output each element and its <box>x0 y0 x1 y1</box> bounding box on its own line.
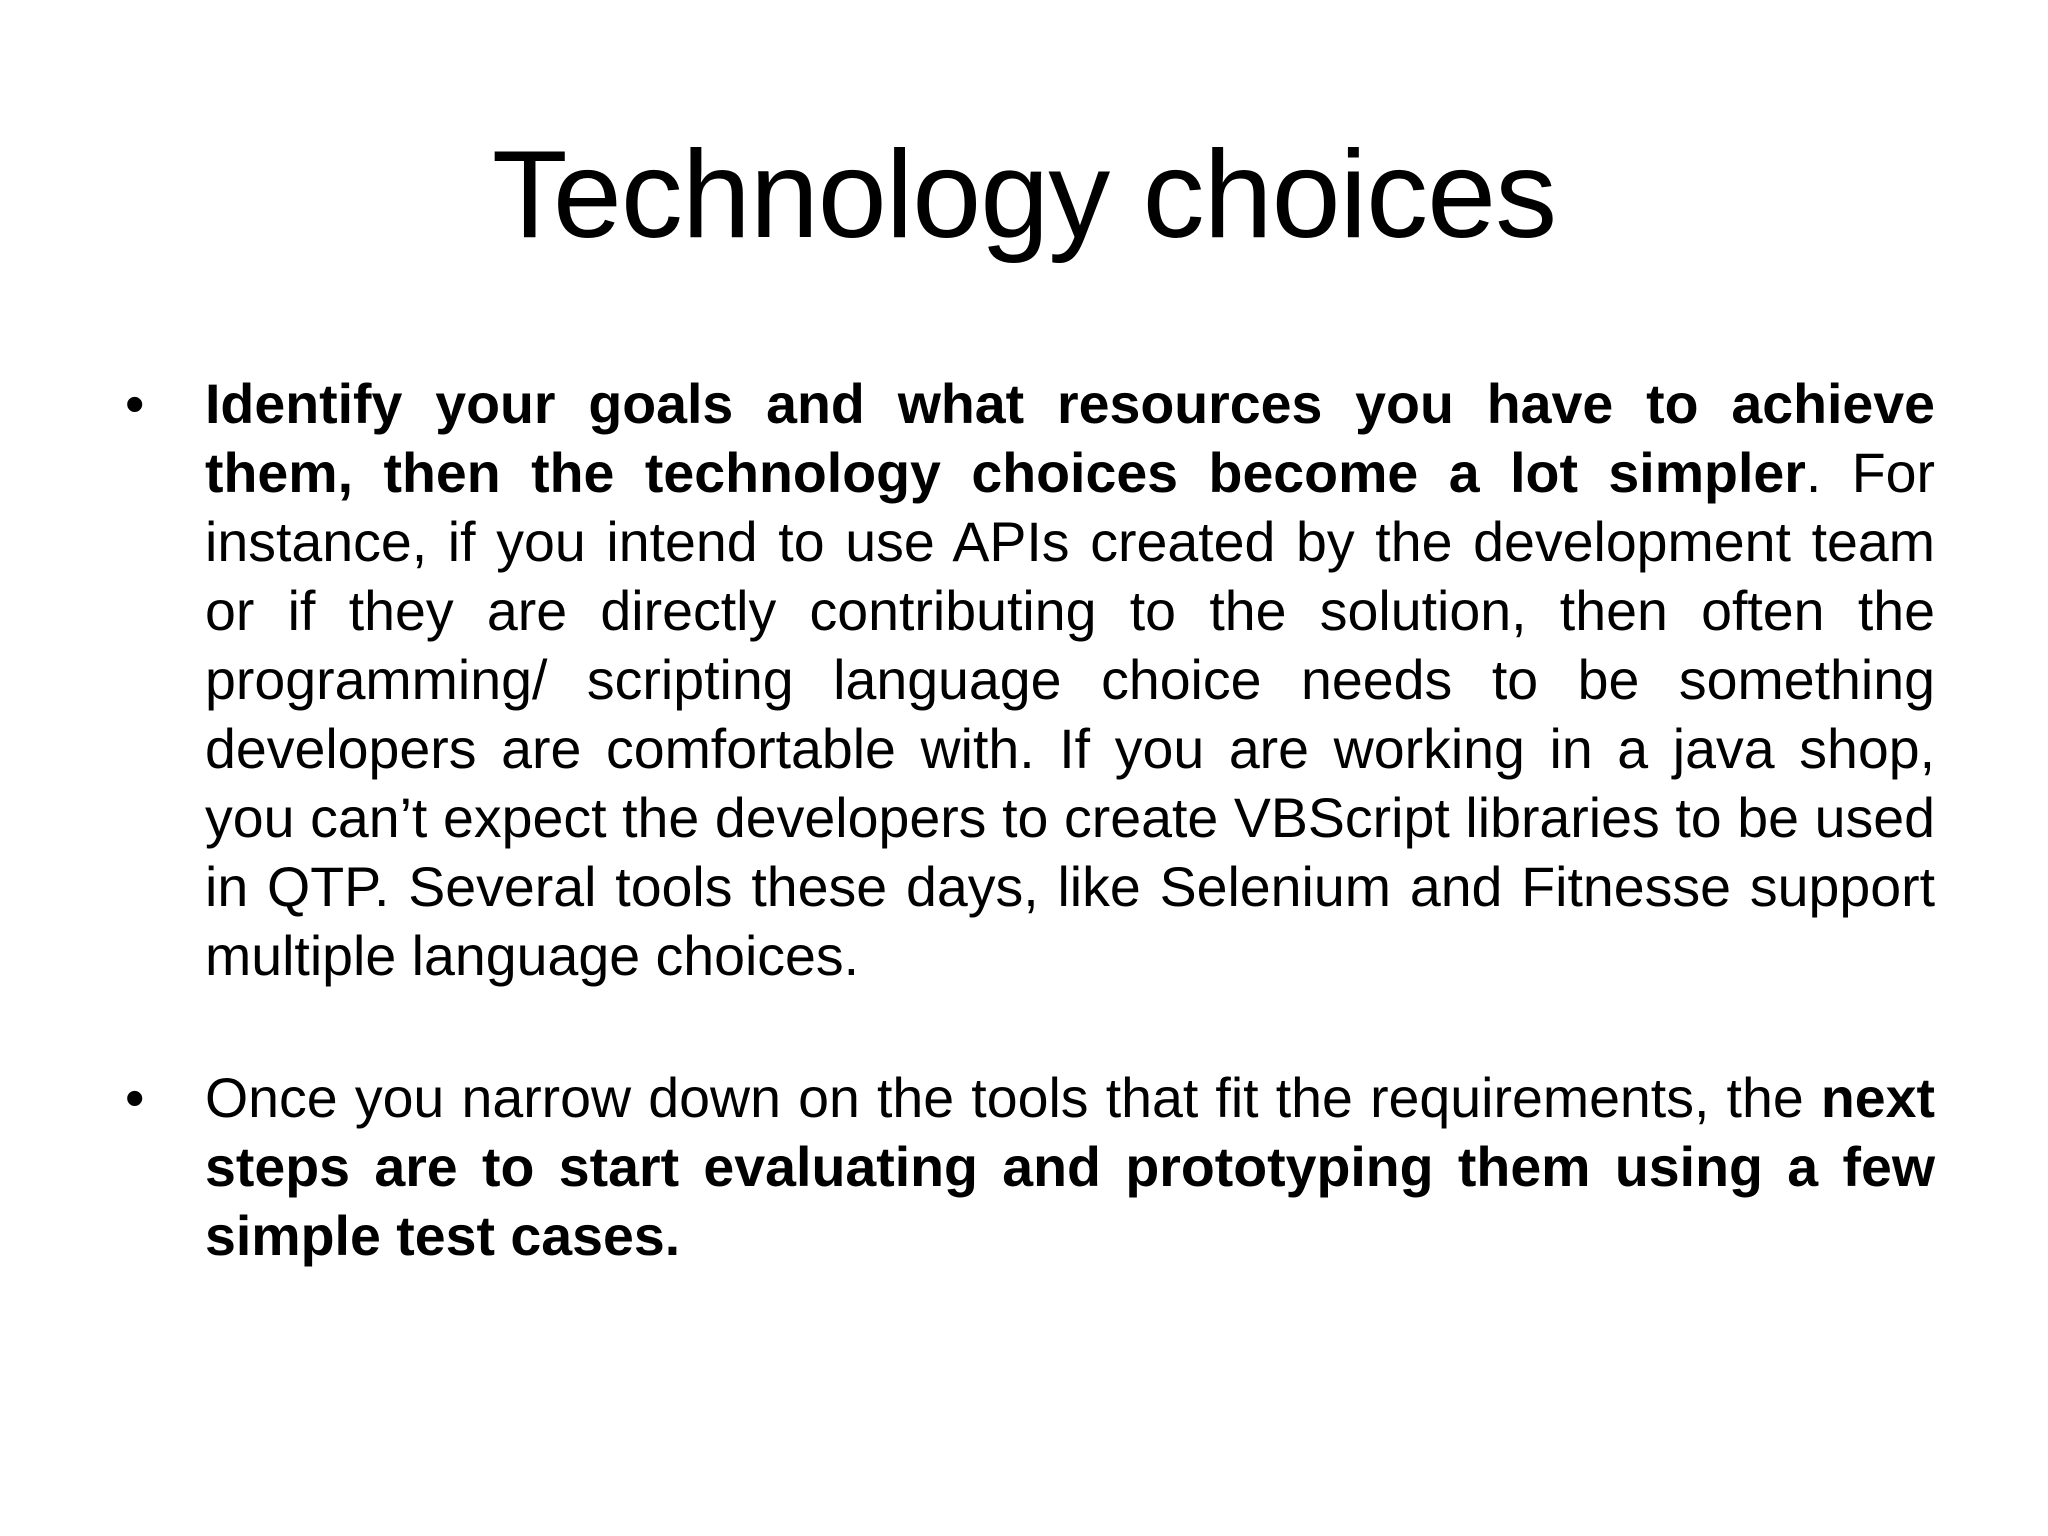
bullet-icon: • <box>125 1067 145 1129</box>
bullet-item-goals <box>125 370 1935 991</box>
bullet-icon: • <box>125 373 145 435</box>
bullet-next-steps-bold-text: next steps are to start evaluating and prototyping them using a few simple test cases. <box>205 1067 1935 1267</box>
bullet-list <box>125 370 1935 1271</box>
bullet-goals-text: . For instance, if you intend to use APIs created by the development team or if they are directly contributing to the solution, then often the programming/ scripting language choice needs to be something developers are comfortable with. If you are working in a java shop, you can’t expect the developers to create VBScript libraries to be used in QTP. Several tools these days, like Selenium and Fitnesse support multiple language choices. <box>205 442 1935 987</box>
bullet-goals-bold-text: Identify your goals and what resources you have to achieve them, then the technology choices become a lot simpler <box>205 373 1935 504</box>
bullet-next-steps-text: Once you narrow down on the tools that fit the requirements, the <box>205 1067 1821 1129</box>
slide-title: Technology choices <box>491 126 1557 264</box>
bullet-item-next-steps <box>125 1064 1935 1271</box>
